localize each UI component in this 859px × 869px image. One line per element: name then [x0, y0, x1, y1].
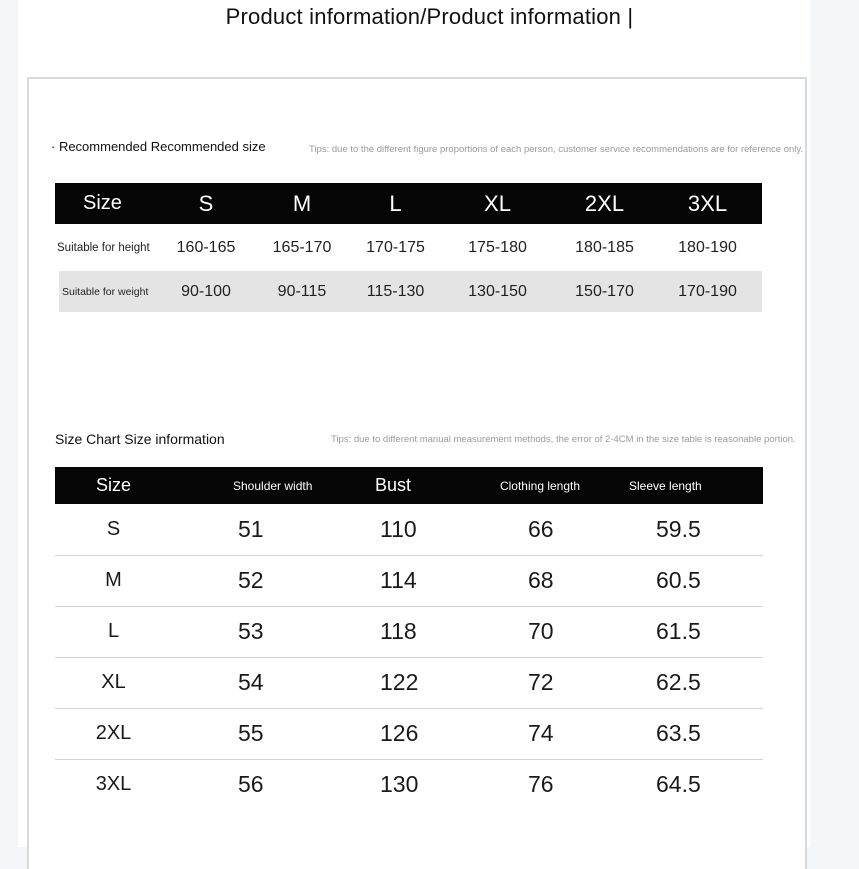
recommended-size-tip: Tips: due to the different figure proportions of each person, customer service recommendations are for reference only.: [309, 144, 804, 155]
table-cell: 110: [365, 504, 461, 555]
table-row: [55, 504, 763, 555]
table-cell: 90-100: [160, 271, 252, 312]
table-cell: 175-180: [468, 238, 527, 256]
row-label: Suitable for weight: [55, 271, 160, 312]
table-cell: 66: [461, 504, 619, 555]
table-cell: 70: [461, 606, 619, 657]
row-label: Suitable for height: [57, 241, 150, 254]
table-cell: 180-185: [575, 238, 634, 256]
table-cell: 180-190: [678, 238, 737, 256]
table-cell: 118: [365, 606, 461, 657]
table-cell: 63.5: [619, 708, 763, 759]
table-row: [55, 606, 763, 657]
header-cell: M: [292, 190, 312, 216]
table-cell: 90-115: [252, 271, 352, 312]
table-cell: 122: [365, 657, 461, 708]
table-cell: 51: [172, 504, 365, 555]
table-row: [55, 555, 763, 606]
recommended-size-table: [55, 183, 762, 312]
size-chart-header-row: [55, 467, 763, 504]
table-cell: 64.5: [656, 771, 701, 798]
size-cell: M: [55, 555, 172, 606]
header-cell: L: [389, 190, 402, 216]
table-cell: 170-190: [653, 271, 762, 312]
header-cell: Clothing length: [499, 478, 581, 493]
header-cell: XL: [484, 190, 511, 216]
recommended-header-row: [55, 183, 762, 224]
table-cell: 115-130: [352, 271, 439, 312]
table-cell: 130-150: [439, 271, 556, 312]
table-row: [55, 708, 763, 759]
table-cell: 52: [172, 555, 365, 606]
size-chart-tip: Tips: due to different manual measurement methods, the error of 2-4CM in the size table is reasonable portion.: [331, 434, 796, 445]
table-cell: 160-165: [176, 238, 236, 256]
header-cell: Shoulder width: [233, 478, 313, 493]
header-cell: Size: [95, 475, 131, 495]
table-row: [55, 224, 762, 271]
size-cell: L: [55, 606, 172, 657]
table-cell: 130: [380, 771, 419, 798]
table-cell: 76: [528, 771, 554, 798]
table-cell: 54: [172, 657, 365, 708]
table-row: [55, 759, 763, 810]
table-cell: 126: [365, 708, 461, 759]
table-cell: 170-175: [366, 238, 425, 256]
header-cell: S: [198, 190, 214, 216]
size-cell: XL: [55, 657, 172, 708]
size-cell: 2XL: [55, 708, 172, 759]
size-chart-title: Size Chart Size information: [55, 431, 225, 447]
table-cell: 150-170: [556, 271, 653, 312]
table-cell: 68: [461, 555, 619, 606]
header-cell: Sleeve length: [629, 478, 702, 493]
table-cell: 62.5: [619, 657, 763, 708]
table-cell: 74: [461, 708, 619, 759]
header-cell: 2XL: [584, 190, 625, 216]
table-cell: 72: [461, 657, 619, 708]
header-cell: Size: [83, 192, 122, 214]
size-cell: S: [55, 504, 172, 555]
header-cell: Bust: [375, 475, 412, 495]
table-row: [55, 271, 762, 312]
table-cell: 165-170: [272, 238, 332, 256]
table-cell: 61.5: [619, 606, 763, 657]
table-cell: 60.5: [619, 555, 763, 606]
size-chart-table: [55, 467, 763, 810]
table-cell: 53: [172, 606, 365, 657]
table-cell: 114: [365, 555, 461, 606]
page-title: Product information/Product information |: [225, 4, 634, 29]
table-cell: 56: [238, 771, 264, 798]
table-cell: 55: [172, 708, 365, 759]
recommended-size-title: · Recommended Recommended size: [51, 139, 266, 154]
size-cell: 3XL: [95, 773, 132, 796]
table-row: [55, 657, 763, 708]
table-cell: 59.5: [619, 504, 763, 555]
header-cell: 3XL: [687, 190, 728, 216]
